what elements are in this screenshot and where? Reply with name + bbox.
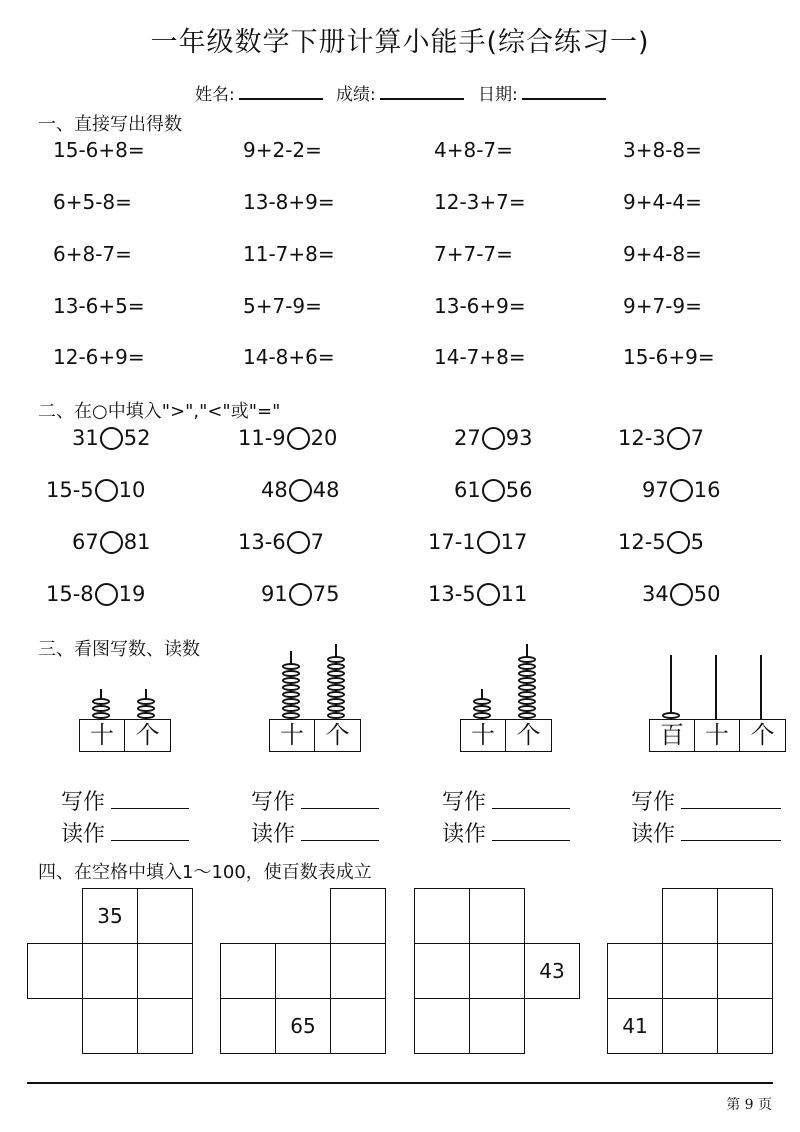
answer-circle[interactable]	[670, 583, 693, 606]
read-answer-blank[interactable]	[301, 822, 379, 841]
section4-heading: 四、在空格中填入1～100，使百数表成立	[38, 862, 372, 883]
abacus-bead	[137, 705, 155, 712]
write-label: 写作	[631, 790, 676, 815]
write-answer-row	[442, 785, 570, 816]
comparison-right: 20	[310, 426, 338, 450]
abacus-bead	[282, 670, 300, 677]
answer-circle[interactable]	[289, 583, 312, 606]
arith-problem[interactable]: 12-3+7=	[434, 190, 526, 214]
comparison-right: 7	[690, 426, 705, 450]
abacus-bead	[327, 684, 345, 691]
abacus-place-labels	[79, 719, 171, 752]
comparison-item	[642, 478, 720, 502]
read-answer-row	[631, 817, 781, 848]
abacus-bead	[327, 656, 345, 663]
page-title: 一年级数学下册计算小能手(综合练习一)	[150, 27, 650, 58]
comparison-right: 19	[118, 582, 146, 606]
abacus-rod	[670, 655, 672, 719]
answer-circle[interactable]	[482, 427, 505, 450]
abacus-bead	[518, 684, 536, 691]
comparison-right: 11	[500, 582, 528, 606]
comparison-item	[642, 582, 720, 606]
answer-circle[interactable]	[287, 427, 310, 450]
abacus-bead	[518, 705, 536, 712]
read-label: 读作	[631, 822, 676, 847]
abacus-bead	[518, 677, 536, 684]
abacus-bead	[282, 705, 300, 712]
comparison-item	[261, 478, 339, 502]
comparison-right: 50	[693, 582, 721, 606]
comparison-right: 75	[312, 582, 340, 606]
arith-problem[interactable]: 15-6+8=	[53, 138, 145, 162]
score-label: 成绩:	[336, 85, 376, 105]
blank-cell[interactable]	[137, 998, 193, 1054]
blank-cell[interactable]	[717, 943, 773, 999]
blank-cell[interactable]	[330, 998, 386, 1054]
comparison-left: 31	[72, 426, 99, 450]
answer-circle[interactable]	[95, 479, 118, 502]
write-label: 写作	[61, 790, 106, 815]
comparison-right: 7	[310, 530, 325, 554]
arith-problem[interactable]: 9+7-9=	[623, 294, 702, 318]
blank-cell[interactable]	[137, 888, 193, 944]
abacus-place-labels	[269, 719, 361, 752]
blank-cell[interactable]	[662, 888, 718, 944]
blank-cell[interactable]	[469, 943, 525, 999]
abacus-bead	[327, 712, 345, 719]
abacus-bead	[518, 691, 536, 698]
date-blank[interactable]	[522, 84, 606, 100]
comparison-item	[238, 426, 337, 450]
answer-circle[interactable]	[100, 531, 123, 554]
place-value-label: 个	[516, 721, 541, 749]
abacus-rod	[715, 655, 717, 719]
read-label: 读作	[61, 822, 106, 847]
blank-cell[interactable]	[607, 943, 663, 999]
comparison-left: 13-6	[238, 530, 286, 554]
abacus-bead	[282, 663, 300, 670]
abacus-bead	[327, 698, 345, 705]
blank-cell[interactable]	[137, 943, 193, 999]
comparison-right: 56	[505, 478, 533, 502]
blank-cell[interactable]	[330, 943, 386, 999]
comparison-item	[46, 478, 145, 502]
comparison-left: 13-5	[428, 582, 476, 606]
read-answer-row	[442, 817, 570, 848]
date-label: 日期:	[478, 85, 518, 105]
abacus-bead	[282, 712, 300, 719]
read-answer-blank[interactable]	[681, 822, 781, 841]
comparison-left: 11-9	[238, 426, 286, 450]
abacus-bead	[282, 684, 300, 691]
comparison-item	[46, 582, 145, 606]
comparison-left: 48	[261, 478, 288, 502]
comparison-right: 81	[123, 530, 151, 554]
read-answer-row	[61, 817, 189, 848]
name-blank[interactable]	[239, 84, 323, 100]
write-answer-blank[interactable]	[301, 790, 379, 809]
write-answer-blank[interactable]	[492, 790, 570, 809]
page-number: 第 9 页	[726, 1097, 772, 1113]
place-value-label: 十	[461, 720, 506, 751]
answer-circle[interactable]	[289, 479, 312, 502]
comparison-right: 16	[693, 478, 721, 502]
comparison-item	[618, 426, 704, 450]
abacus-bead	[137, 712, 155, 719]
date-field[interactable]	[478, 80, 606, 105]
abacus-bead	[92, 705, 110, 712]
abacus-bead	[92, 698, 110, 705]
answer-circle[interactable]	[667, 427, 690, 450]
arith-problem[interactable]: 9+4-8=	[623, 242, 702, 266]
arith-problem[interactable]: 6+5-8=	[53, 190, 132, 214]
given-number-cell: 41	[607, 998, 663, 1054]
section2-heading: 二、在○中填入">","<"或"="	[38, 401, 281, 422]
blank-cell[interactable]	[469, 888, 525, 944]
read-label: 读作	[442, 822, 487, 847]
answer-circle[interactable]	[287, 531, 310, 554]
abacus-bead	[137, 698, 155, 705]
arith-problem[interactable]: 13-8+9=	[243, 190, 335, 214]
comparison-item	[72, 426, 150, 450]
comparison-item	[261, 582, 339, 606]
abacus-rod	[760, 655, 762, 719]
read-answer-blank[interactable]	[111, 822, 189, 841]
given-number-cell: 43	[524, 943, 580, 999]
comparison-item	[618, 530, 704, 554]
write-answer-row	[61, 785, 189, 816]
section1-heading: 一、直接写出得数	[38, 114, 182, 135]
arith-problem[interactable]: 13-6+5=	[53, 294, 145, 318]
comparison-left: 17-1	[428, 530, 476, 554]
arith-problem[interactable]: 15-6+9=	[623, 345, 715, 369]
abacus-bead	[518, 712, 536, 719]
comparison-left: 15-5	[46, 478, 94, 502]
write-answer-row	[631, 785, 781, 816]
comparison-left: 34	[642, 582, 669, 606]
name-label: 姓名:	[195, 85, 235, 105]
blank-cell[interactable]	[330, 888, 386, 944]
place-value-label: 十	[80, 720, 125, 751]
abacus-bead	[327, 663, 345, 670]
read-answer-blank[interactable]	[492, 822, 570, 841]
write-answer-blank[interactable]	[111, 790, 189, 809]
section3-heading: 三、看图写数、读数	[38, 639, 200, 660]
comparison-left: 97	[642, 478, 669, 502]
abacus-bead	[282, 677, 300, 684]
arith-problem[interactable]: 12-6+9=	[53, 345, 145, 369]
arith-problem[interactable]: 4+8-7=	[434, 138, 513, 162]
answer-circle[interactable]	[477, 531, 500, 554]
abacus-bead	[473, 712, 491, 719]
arith-problem[interactable]: 14-8+6=	[243, 345, 335, 369]
score-field[interactable]	[336, 80, 464, 105]
comparison-left: 12-5	[618, 530, 666, 554]
blank-cell[interactable]	[82, 943, 138, 999]
abacus-bead	[518, 670, 536, 677]
comparison-item	[454, 426, 532, 450]
arith-problem[interactable]: 6+8-7=	[53, 242, 132, 266]
given-number-cell: 35	[82, 888, 138, 944]
read-answer-row	[251, 817, 379, 848]
abacus-bead	[327, 705, 345, 712]
comparison-item	[72, 530, 150, 554]
abacus-bead	[92, 712, 110, 719]
score-blank[interactable]	[380, 84, 464, 100]
abacus-bead	[282, 698, 300, 705]
comparison-left: 67	[72, 530, 99, 554]
place-value-label: 十	[695, 720, 740, 751]
arith-problem[interactable]: 13-6+9=	[434, 294, 526, 318]
name-field[interactable]	[195, 80, 323, 105]
blank-cell[interactable]	[717, 998, 773, 1054]
abacus-bead	[518, 663, 536, 670]
answer-circle[interactable]	[100, 427, 123, 450]
comparison-item	[454, 478, 532, 502]
abacus-bead	[662, 712, 680, 719]
arith-problem[interactable]: 9+2-2=	[243, 138, 322, 162]
abacus-bead	[327, 677, 345, 684]
blank-cell[interactable]	[220, 943, 276, 999]
blank-cell[interactable]	[414, 888, 470, 944]
comparison-left: 12-3	[618, 426, 666, 450]
blank-cell[interactable]	[275, 943, 331, 999]
arith-problem[interactable]: 3+8-8=	[623, 138, 702, 162]
comparison-right: 52	[123, 426, 151, 450]
abacus-bead	[327, 691, 345, 698]
blank-cell[interactable]	[414, 998, 470, 1054]
comparison-right: 5	[690, 530, 705, 554]
place-value-label: 百	[650, 720, 695, 751]
read-label: 读作	[251, 822, 296, 847]
answer-circle[interactable]	[670, 479, 693, 502]
answer-circle[interactable]	[667, 531, 690, 554]
comparison-right: 93	[505, 426, 533, 450]
comparison-right: 48	[312, 478, 340, 502]
write-answer-row	[251, 785, 379, 816]
answer-circle[interactable]	[477, 583, 500, 606]
comparison-right: 10	[118, 478, 146, 502]
blank-cell[interactable]	[717, 888, 773, 944]
place-value-label: 个	[135, 721, 160, 749]
comparison-left: 61	[454, 478, 481, 502]
abacus-place-labels	[460, 719, 552, 752]
arith-problem[interactable]: 5+7-9=	[243, 294, 322, 318]
abacus-bead	[282, 691, 300, 698]
abacus-bead	[518, 698, 536, 705]
comparison-right: 17	[500, 530, 528, 554]
blank-cell[interactable]	[27, 943, 83, 999]
blank-cell[interactable]	[662, 943, 718, 999]
abacus-bead	[518, 656, 536, 663]
comparison-left: 27	[454, 426, 481, 450]
comparison-left: 15-8	[46, 582, 94, 606]
arith-problem[interactable]: 14-7+8=	[434, 345, 526, 369]
place-value-label: 十	[270, 720, 315, 751]
blank-cell[interactable]	[82, 998, 138, 1054]
write-answer-blank[interactable]	[681, 790, 781, 809]
comparison-item	[238, 530, 324, 554]
arith-problem[interactable]: 7+7-7=	[434, 242, 513, 266]
arith-problem[interactable]: 11-7+8=	[243, 242, 335, 266]
abacus-bead	[473, 705, 491, 712]
comparison-item	[428, 582, 527, 606]
answer-circle[interactable]	[95, 583, 118, 606]
answer-circle[interactable]	[482, 479, 505, 502]
arith-problem[interactable]: 9+4-4=	[623, 190, 702, 214]
footer-divider	[27, 1082, 773, 1084]
given-number-cell: 65	[275, 998, 331, 1054]
write-label: 写作	[251, 790, 296, 815]
comparison-item	[428, 530, 527, 554]
comparison-left: 91	[261, 582, 288, 606]
place-value-label: 个	[325, 721, 350, 749]
abacus-bead	[473, 698, 491, 705]
write-label: 写作	[442, 790, 487, 815]
blank-cell[interactable]	[220, 998, 276, 1054]
blank-cell[interactable]	[469, 998, 525, 1054]
blank-cell[interactable]	[414, 943, 470, 999]
blank-cell[interactable]	[662, 998, 718, 1054]
abacus-bead	[327, 670, 345, 677]
abacus-place-labels	[649, 719, 786, 752]
place-value-label: 个	[750, 721, 775, 749]
